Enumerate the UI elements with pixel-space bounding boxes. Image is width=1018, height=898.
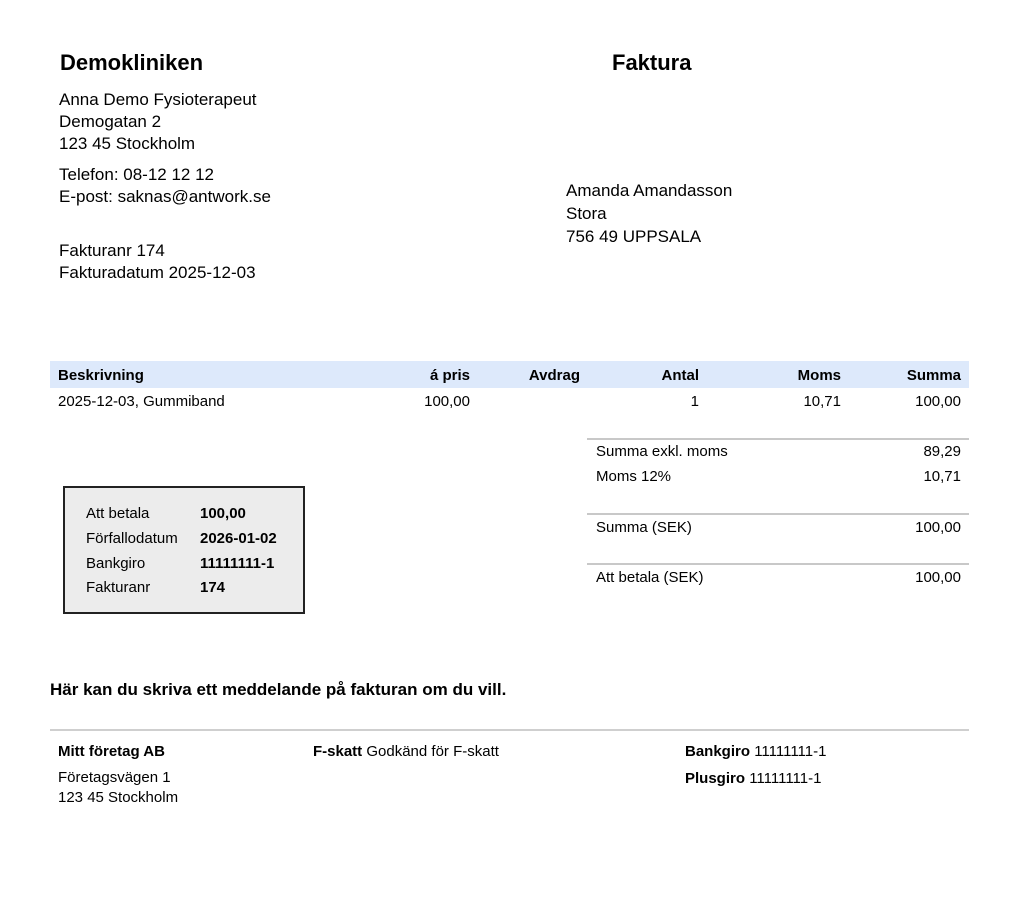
footer-plusgiro-label: Plusgiro [685, 770, 746, 787]
fskatt-label: F-skatt [313, 743, 363, 760]
excl-vat-label: Summa exkl. moms [596, 443, 728, 460]
totals-divider [587, 513, 969, 515]
sum-label: Summa (SEK) [596, 519, 692, 536]
invoice-message: Här kan du skriva ett meddelande på fakturan om du vill. [50, 680, 507, 699]
recipient-address [566, 179, 732, 248]
vat-label: Moms 12% [596, 468, 672, 485]
sender-email: E-post: saknas@antwork.se [59, 187, 271, 206]
sender-phone: Telefon: 08-12 12 12 [59, 165, 215, 184]
excl-vat-value: 89,29 [923, 443, 961, 460]
to-pay-label: Att betala (SEK) [596, 569, 704, 586]
sender-city: 123 45 Stockholm [59, 134, 196, 153]
sum-value: 100,00 [915, 519, 961, 536]
pb-to-pay-label: Att betala [86, 505, 150, 522]
footer-bankgiro-label: Bankgiro [685, 743, 751, 760]
pb-bankgiro-label: Bankgiro [86, 555, 146, 572]
pb-to-pay-value: 100,00 [200, 505, 246, 522]
table-header [50, 361, 969, 388]
invoice-number: Fakturanr 174 [59, 241, 165, 260]
invoice-date: Fakturadatum 2025-12-03 [59, 263, 256, 282]
col-discount: Avdrag [528, 367, 580, 384]
col-quantity: Antal [661, 367, 699, 384]
sender-street: Demogatan 2 [59, 112, 162, 131]
sender-name: Anna Demo Fysioterapeut [59, 90, 257, 109]
col-sum: Summa [906, 367, 961, 384]
company-name: Demokliniken [60, 50, 204, 75]
sender-contact [59, 164, 271, 208]
totals-divider [587, 563, 969, 565]
col-vat: Moms [797, 367, 841, 384]
footer-fskatt [313, 743, 499, 760]
row-sum: 100,00 [915, 393, 961, 410]
pb-invoice-no-value: 174 [200, 579, 226, 596]
recipient-name: Amanda Amandasson [566, 181, 733, 200]
col-description: Beskrivning [58, 367, 144, 384]
footer-plusgiro-value: 11111111-1 [749, 770, 822, 787]
payment-summary-box [63, 486, 305, 614]
sender-address [59, 89, 257, 155]
totals-divider [587, 438, 969, 440]
to-pay-value: 100,00 [915, 569, 961, 586]
vat-value: 10,71 [923, 468, 961, 485]
pb-bankgiro-value: 11111111-1 [200, 555, 275, 572]
footer-street: Företagsvägen 1 [58, 769, 171, 786]
row-quantity: 1 [690, 393, 699, 410]
pb-due-value: 2026-01-02 [200, 530, 277, 547]
row-unit-price: 100,00 [424, 393, 470, 410]
document-title: Faktura [612, 50, 692, 75]
footer-divider [50, 729, 969, 731]
pb-invoice-no-label: Fakturanr [86, 579, 151, 596]
col-unit-price: á pris [429, 367, 470, 384]
footer-bankgiro [685, 743, 826, 760]
footer-plusgiro [685, 770, 821, 787]
fskatt-value: Godkänd för F-skatt [366, 743, 499, 760]
footer-bankgiro-value: 11111111-1 [754, 743, 827, 760]
row-description: 2025-12-03, Gummiband [58, 393, 225, 410]
footer-city: 123 45 Stockholm [58, 789, 179, 806]
pb-due-label: Förfallodatum [86, 530, 178, 547]
recipient-line2: Stora [566, 204, 607, 223]
invoice-meta [59, 240, 256, 284]
footer-company: Mitt företag AB [58, 743, 165, 760]
row-vat: 10,71 [803, 393, 841, 410]
recipient-line3: 756 49 UPPSALA [566, 227, 702, 246]
